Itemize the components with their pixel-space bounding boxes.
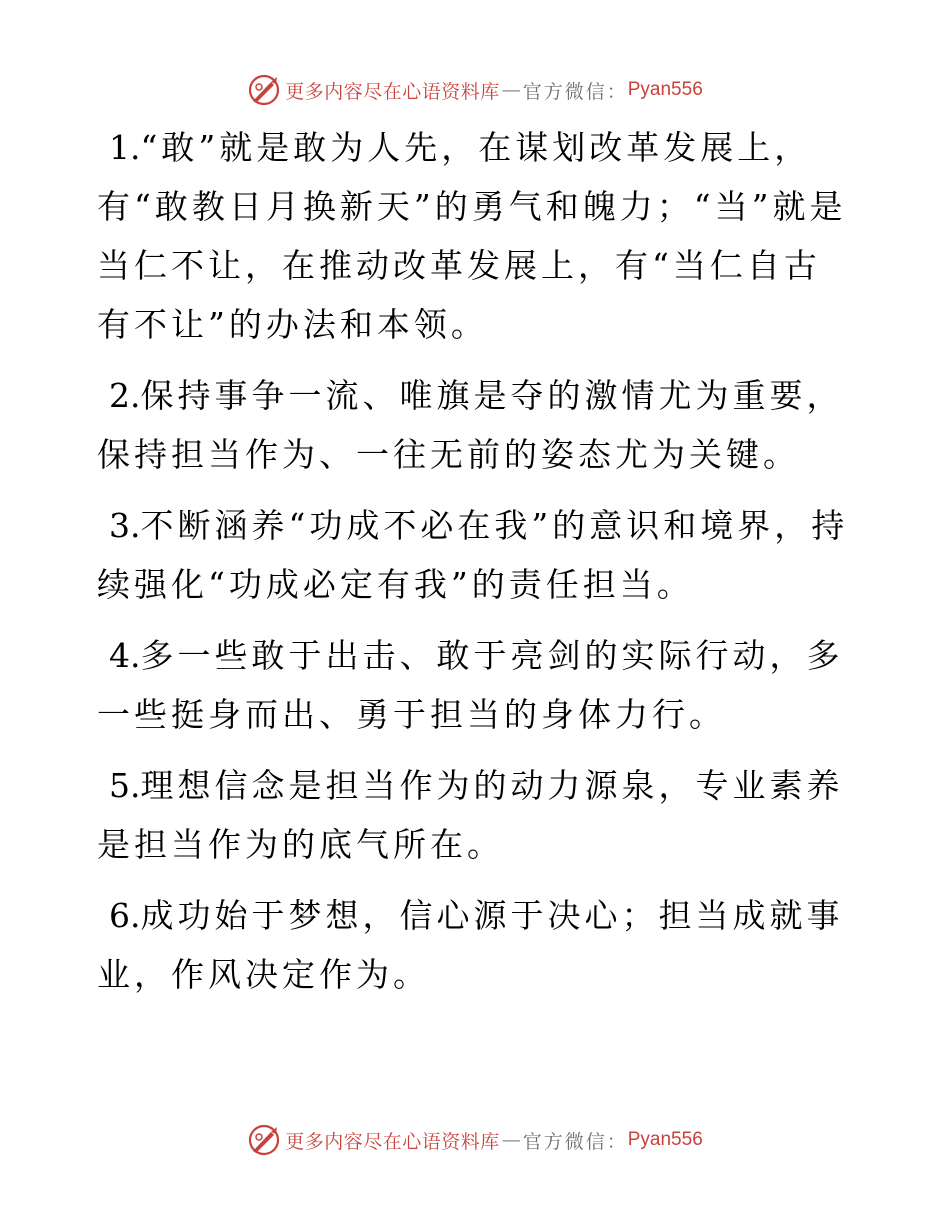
- list-item: [97, 886, 857, 1004]
- item-text: 成功始于梦想，信心源于决心；担当成就事业，作风决定作为。: [97, 896, 844, 994]
- separator-dash: —: [501, 79, 521, 101]
- wechat-label: 官方微信：: [522, 80, 628, 103]
- list-item: [97, 118, 857, 354]
- list-item: [97, 756, 857, 874]
- list-item: [97, 366, 857, 484]
- separator-dash: —: [501, 1129, 521, 1151]
- item-text: “敢”就是敢为人先，在谋划改革发展上，有“敢教日月换新天”的勇气和魄力；“当”就是当仁不让，在推动改革发展上，有“当仁自古有不让”的办法和本领。: [97, 128, 847, 344]
- wechat-label: 官方微信：: [522, 1130, 628, 1153]
- item-number: 1.: [109, 128, 141, 167]
- quote-list: [97, 118, 857, 1016]
- footer-watermark: [0, 1120, 950, 1160]
- site-name: 更多内容尽在心语资料库: [285, 80, 500, 103]
- wechat-id: Pyan556: [627, 1129, 703, 1150]
- item-number: 4.: [109, 636, 141, 675]
- wechat-id: Pyan556: [627, 79, 703, 100]
- list-item: [97, 496, 857, 614]
- item-text: 保持事争一流、唯旗是夺的激情尤为重要，保持担当作为、一往无前的姿态尤为关键。: [97, 376, 844, 474]
- item-text: 理想信念是担当作为的动力源泉，专业素养是担当作为的底气所在。: [97, 766, 844, 864]
- item-number: 6.: [109, 896, 141, 935]
- item-text: 不断涵养“功成不必在我”的意识和境界，持续强化“功成必定有我”的责任担当。: [97, 506, 849, 604]
- header-watermark: [0, 70, 950, 110]
- item-number: 2.: [109, 376, 141, 415]
- item-number: 5.: [109, 766, 141, 805]
- quill-pen-circle-icon: [247, 73, 281, 107]
- site-name: 更多内容尽在心语资料库: [285, 1130, 500, 1153]
- item-number: 3.: [109, 506, 141, 545]
- item-text: 多一些敢于出击、敢于亮剑的实际行动，多一些挺身而出、勇于担当的身体力行。: [97, 636, 844, 734]
- quill-pen-circle-icon: [247, 1123, 281, 1157]
- list-item: [97, 626, 857, 744]
